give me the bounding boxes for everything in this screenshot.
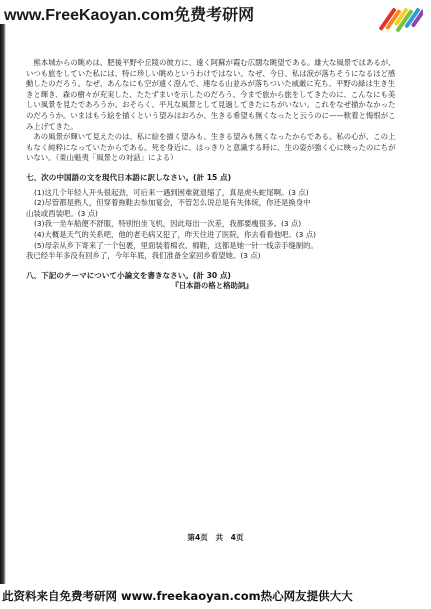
section-8-title: 八、下記のテーマについて小論文を書きなさい。(計 30 点)	[26, 270, 231, 280]
passage-paragraph-1: 熊本城からの眺めは、肥後平野や丘陵の彼方に、遠く阿蘇が霞む広闊な眺望である。雄大な風景ではあるが、いつも旅をしていた私には、特に珍しい眺めというわけではない。なぜ、今日、私は涙が落ちそうになるほど感動したのだろう。なぜ、あんなにも空が遠く澄んで、連なる山並みが落ちついた威厳に充ち、平野の緑は生き生きと輝き、森の樹々が充実した、たたずまいを示したのだろう。今まで旅から旅をしてきたのに、こんなにも美しい風景を見たであろうか。おそらく、平凡な風景として見過してきたにちがいない。これをなぜ描かなかったのだろうか。いまはもう絵を描くという望みはおろか、生きる希望も無くなったと云うのに——軟着と悔恨がこみ上げてきた。	[26, 58, 396, 131]
section-7-item-4: (4)大概是天气的关系吧，他的老毛病又犯了，昨天住进了医院，你去看看他吧。(3 点)	[34, 229, 316, 239]
passage-source: （東山魁夷「風景との対話」による）	[55, 153, 178, 163]
section-7-title: 七、次の中国語の文を現代日本語に訳しなさい。(計 15 点)	[26, 172, 232, 182]
exam-content	[26, 58, 398, 292]
passage-paragraph-2	[26, 132, 398, 164]
site-title: www.FreeKaoyan.com免费考研网	[4, 7, 255, 24]
passage-paragraph-2-text: あの風景が輝いて見えたのは、私に絵を描く望みも、生きる望みも無くなったからである。私の心が、この上もなく純粋になっていたからである。死を身近に、はっきりと意識する時に、生の姿が強く心に映ったのにちがいない。	[26, 132, 396, 163]
page-number: 第4页 共 4页	[187, 533, 244, 542]
section-7-item-5: (5)母亲从乡下寄来了一个包裹，里面装着棉衣、棉鞋，这都是她一针一线亲手缝制的。	[34, 240, 318, 250]
section-7-item-2: (2)尽管都是熟人，但穿着拖鞋去参加宴会，不管怎么说总是有失体统，你还是换身中	[34, 198, 311, 208]
section-7-item-1: (1)这几个年轻人开头很起劲，可后来一遇到困难就退缩了，真是虎头蛇尾啊。(3 点)	[34, 187, 309, 197]
section-7-item-2-cont: 山装或西装吧。(3 点)	[26, 208, 98, 218]
page-header	[0, 0, 431, 24]
section-8-theme: 『日本語の格と格助詞』	[171, 281, 253, 291]
scan-edge	[0, 24, 6, 584]
bottom-banner: 此资料来自免费考研网 www.freekaoyan.com热心网友提供大大	[2, 589, 353, 603]
section-7-item-5-cont: 我已经半年多没有回乡了，今年年底，我们准备全家回乡看望她。(3 点)	[26, 251, 261, 261]
section-7-item-3: (3)我一坐车船便不舒服，特别怕坐飞机，因此每出一次差，我都要瘦很多。(3 点)	[34, 219, 302, 229]
site-logo-icon	[379, 2, 423, 42]
